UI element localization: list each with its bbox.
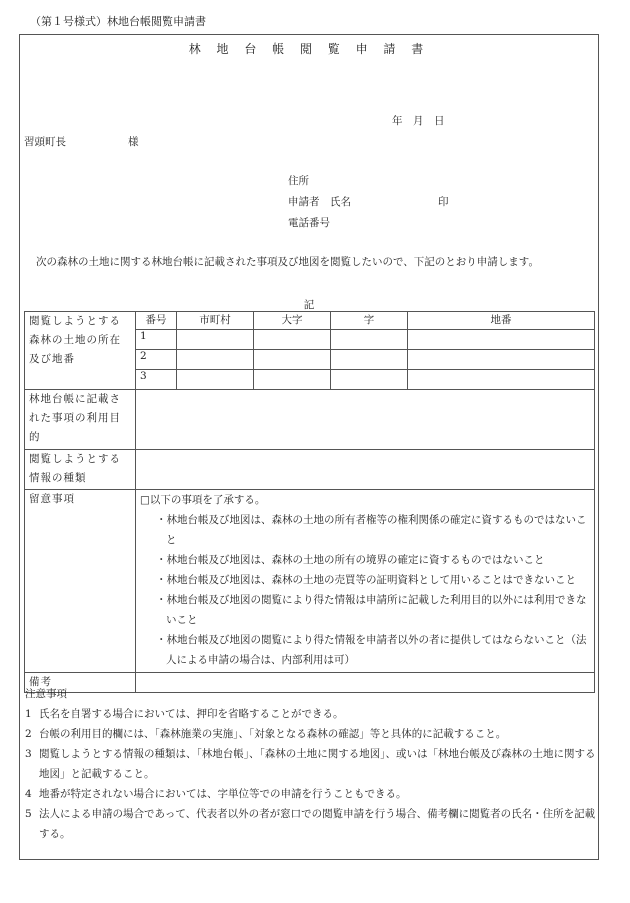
notice-item: ・林地台帳及び地図の閲覧により得た情報を申請者以外の者に提供してはならないこと（法人による申請の場合は、内部利用は可） <box>156 634 587 666</box>
caution-number: 4 <box>25 788 32 800</box>
seal-mark: 印 <box>438 196 449 208</box>
caution-item <box>25 804 600 844</box>
caution-item <box>25 704 600 724</box>
notice-item: ・林地台帳及び地図は、森林の土地の所有の境界の確定に資するものではないこと <box>156 554 545 566</box>
caution-number: 3 <box>25 748 32 760</box>
lot-number-cell[interactable] <box>408 330 595 350</box>
caution-number: 2 <box>25 728 32 740</box>
purpose-field[interactable] <box>136 390 595 450</box>
notice-item: ・林地台帳及び地図は、森林の土地の所有者権等の権利関係の確定に資するものではないこと <box>156 514 587 546</box>
column-header: 地番 <box>408 312 595 330</box>
municipality-cell[interactable] <box>177 350 254 370</box>
location-label: 閲覧しようとする森林の土地の所在及び地番 <box>25 312 136 390</box>
column-header: 番号 <box>136 312 177 330</box>
row-number: 3 <box>136 370 177 390</box>
addressee-name: 習頭町長 <box>24 136 66 148</box>
form-title: 林 地 台 帳 閲 覧 申 請 書 <box>188 42 430 56</box>
caution-item <box>25 784 600 804</box>
aza-cell[interactable] <box>331 330 408 350</box>
applicant-phone-label: 電話番号 <box>288 217 330 229</box>
table-header-row <box>25 312 595 330</box>
application-table <box>24 311 595 693</box>
caution-item <box>25 724 600 744</box>
addressee-suffix: 様 <box>128 136 139 148</box>
applicant-block <box>288 171 449 234</box>
caution-text: 台帳の利用目的欄には、「森林施業の実施」、「対象となる森林の確認」等と具体的に記載すること。 <box>39 728 507 740</box>
aza-cell[interactable] <box>331 370 408 390</box>
caution-number: 1 <box>25 708 32 720</box>
column-header: 字 <box>331 312 408 330</box>
ki-heading: 記 <box>303 299 315 311</box>
caution-text: 地番が特定されない場合においては、字単位等での申請を行うこともできる。 <box>39 788 407 800</box>
municipality-cell[interactable] <box>177 370 254 390</box>
municipality-cell[interactable] <box>177 330 254 350</box>
caution-title: 注意事項 <box>25 688 67 700</box>
applicant-address-label: 住所 <box>288 175 309 187</box>
row-number: 1 <box>136 330 177 350</box>
lot-number-cell[interactable] <box>408 370 595 390</box>
oaza-cell[interactable] <box>254 350 331 370</box>
purpose-row <box>25 390 595 450</box>
row-number: 2 <box>136 350 177 370</box>
notes-row <box>25 490 595 673</box>
form-number-label: （第１号様式）林地台帳閲覧申請書 <box>30 15 206 28</box>
notes-label: 留意事項 <box>25 490 136 673</box>
applicant-name-label: 申請者 氏名 <box>288 196 351 208</box>
purpose-label: 林地台帳に記載された事項の利用目的 <box>25 390 136 450</box>
notes-content <box>136 490 595 673</box>
caution-number: 5 <box>25 808 32 820</box>
oaza-cell[interactable] <box>254 330 331 350</box>
acknowledge-checkbox[interactable]: □以下の事項を了承する。 <box>140 494 266 506</box>
lot-number-cell[interactable] <box>408 350 595 370</box>
date-line: 年 月 日 <box>392 115 445 127</box>
caution-text: 閲覧しようとする情報の種類は、「林地台帳」、「森林の土地に関する地図」、或いは「林地台帳及び森林の土地に関する地図」と記載すること。 <box>39 748 596 780</box>
oaza-cell[interactable] <box>254 370 331 390</box>
remarks-label: 備考 <box>25 673 136 693</box>
caution-item <box>25 744 600 784</box>
info-type-row <box>25 450 595 490</box>
caution-text: 法人による申請の場合であって、代表者以外の者が窓口での閲覧申請を行う場合、備考欄に閲覧者の氏名・住所を記載する。 <box>39 808 596 840</box>
info-type-label: 閲覧しようとする情報の種類 <box>25 450 136 490</box>
info-type-field[interactable] <box>136 450 595 490</box>
column-header: 大字 <box>254 312 331 330</box>
notice-item: ・林地台帳及び地図の閲覧により得た情報は申請所に記載した利用目的以外には利用できないこと <box>156 594 587 626</box>
caution-text: 氏名を自署する場合においては、押印を省略することができる。 <box>39 708 344 720</box>
notice-item: ・林地台帳及び地図は、森林の土地の売買等の証明資料として用いることはできないこと <box>156 574 576 586</box>
addressee <box>24 134 139 149</box>
caution-notes <box>25 684 600 844</box>
column-header: 市町村 <box>177 312 254 330</box>
intro-text: 次の森林の土地に関する林地台帳に記載された事項及び地図を閲覧したいので、下記のとおり申請します。 <box>36 256 539 268</box>
aza-cell[interactable] <box>331 350 408 370</box>
